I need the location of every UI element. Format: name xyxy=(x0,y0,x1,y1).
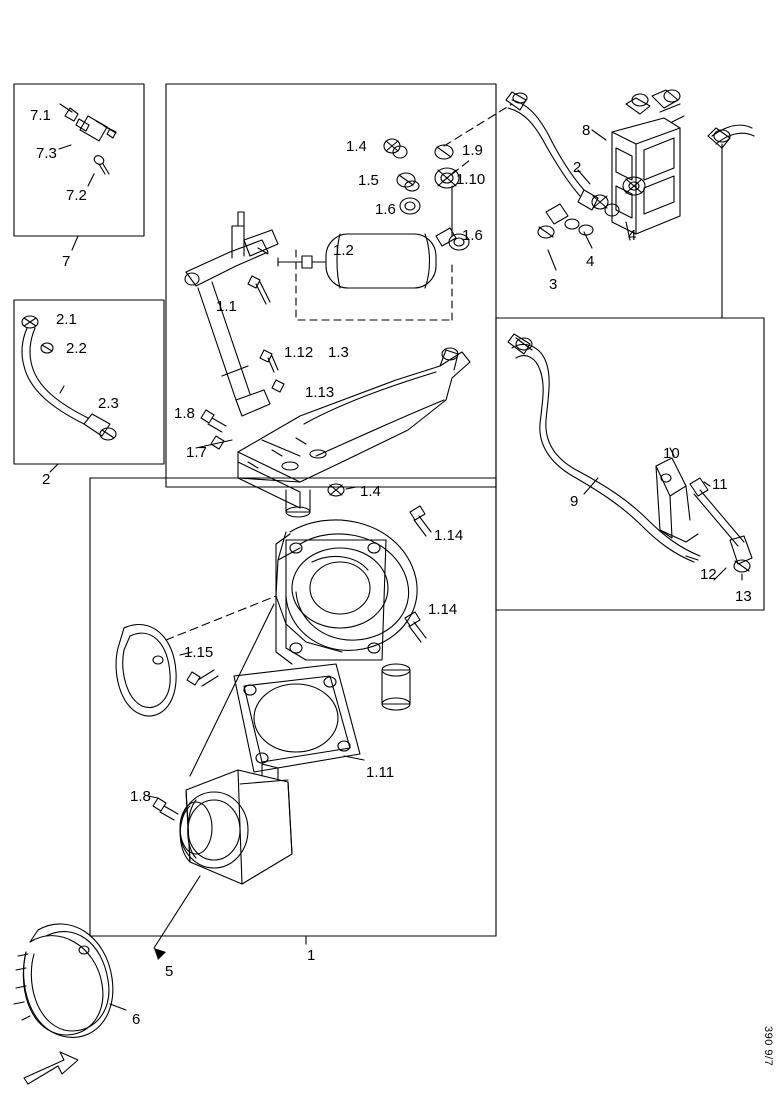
clamp-ring-1-15 xyxy=(116,625,176,717)
callout-1-14-a: 1.14 xyxy=(434,527,464,544)
callout-1-4-b: 1.4 xyxy=(360,483,381,500)
callout-12: 12 xyxy=(700,566,717,583)
bracket-10 xyxy=(656,458,698,542)
leader-5 xyxy=(154,876,200,948)
callout-2-2: 2.2 xyxy=(66,340,87,357)
bolts-1-12 xyxy=(248,276,284,392)
valve-block-assembly xyxy=(506,90,754,238)
callout-1-11: 1.11 xyxy=(366,764,395,781)
callout-13: 13 xyxy=(735,588,752,605)
callout-1: 1 xyxy=(307,947,316,964)
pins-1-14 xyxy=(405,506,431,642)
callout-1-8-a: 1.8 xyxy=(174,405,195,422)
callout-1-15: 1.15 xyxy=(184,644,214,661)
washer-stack xyxy=(384,139,469,250)
mounting-flange xyxy=(234,664,360,772)
callout-5: 5 xyxy=(165,963,174,980)
bolt-1-8-lower xyxy=(153,798,178,820)
compressor-housing xyxy=(276,520,417,664)
v-band-clamp-6 xyxy=(14,924,113,1037)
callout-1-1: 1.1 xyxy=(216,298,237,315)
callout-1-12: 1.12 xyxy=(284,344,314,361)
main-box-lower xyxy=(90,478,496,936)
callout-1-2: 1.2 xyxy=(333,242,354,259)
inset7-parts xyxy=(59,104,116,186)
callout-2: 2 xyxy=(42,471,51,488)
small-canister xyxy=(382,664,410,710)
callout-1-7: 1.7 xyxy=(186,444,207,461)
inset-box-2 xyxy=(14,300,164,464)
callout-4-b: 4 xyxy=(586,253,595,270)
callout-7-1: 7.1 xyxy=(30,107,51,124)
direction-arrow xyxy=(24,1052,78,1084)
callout-1-8-b: 1.8 xyxy=(130,788,151,805)
figure-code: 390 9/7 xyxy=(762,1025,774,1066)
bolt-1-15 xyxy=(187,670,218,686)
callout-1-6-b: 1.6 xyxy=(462,227,483,244)
callout-6: 6 xyxy=(132,1011,141,1028)
callout-2-3: 2.3 xyxy=(98,395,119,412)
callout-2-1: 2.1 xyxy=(56,311,77,328)
bolt-1-4-lower xyxy=(328,484,344,496)
callout-11: 11 xyxy=(712,476,728,493)
callout-1-10: 1.10 xyxy=(456,171,486,188)
callout-1-9: 1.9 xyxy=(462,142,483,159)
callout-7-3: 7.3 xyxy=(36,145,57,162)
callout-3: 3 xyxy=(549,276,558,293)
callout-2-right: 2 xyxy=(573,159,582,176)
callout-1-13: 1.13 xyxy=(305,384,335,401)
inlet-body xyxy=(180,764,292,884)
callout-1-14-b: 1.14 xyxy=(428,601,458,618)
turbine-housing-casting xyxy=(238,348,470,517)
callout-8: 8 xyxy=(582,122,591,139)
callout-1-4-a: 1.4 xyxy=(346,138,367,155)
callout-1-6-a: 1.6 xyxy=(375,201,396,218)
callout-9: 9 xyxy=(570,493,579,510)
callout-7-2: 7.2 xyxy=(66,187,87,204)
inset2-hose xyxy=(22,316,116,440)
callout-1-3: 1.3 xyxy=(328,344,349,361)
callout-7: 7 xyxy=(62,253,71,270)
callout-1-5: 1.5 xyxy=(358,172,379,189)
actuator-cylinder xyxy=(278,228,456,288)
callout-10: 10 xyxy=(663,445,680,462)
callout-4-a: 4 xyxy=(628,227,637,244)
